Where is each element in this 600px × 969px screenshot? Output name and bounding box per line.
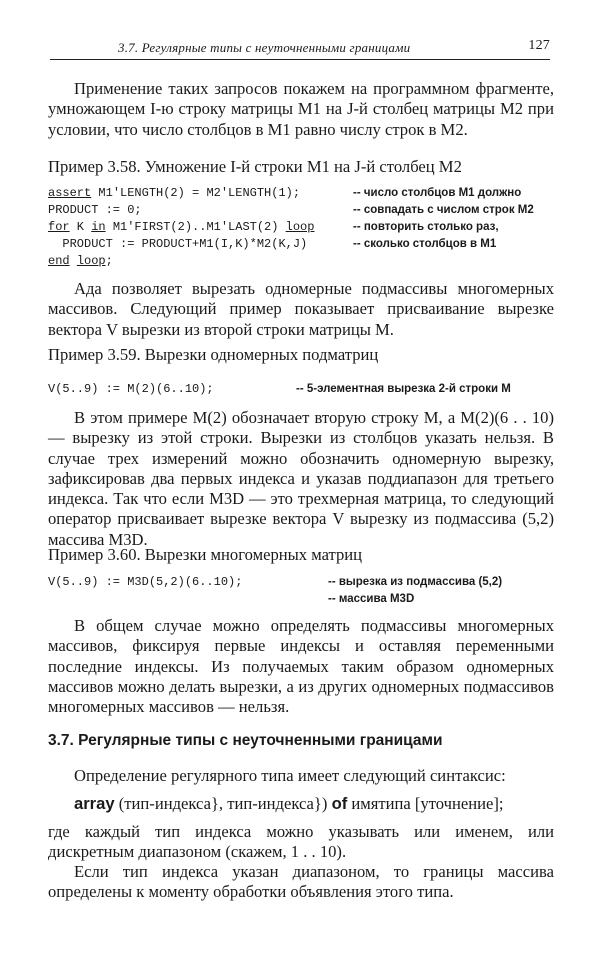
- paragraph-slices: Ада позволяет вырезать одномерные подмассивы многомерных массивов. Следующий пример показывает присваивание вырезке вектора V вырезки из второй строки матрицы M.: [48, 279, 554, 339]
- code-line: [48, 254, 554, 271]
- code-text: [70, 254, 77, 268]
- syntax-definition: [74, 794, 554, 814]
- code-line: [48, 237, 554, 254]
- code-text: ;: [105, 254, 113, 268]
- code-text: K: [69, 220, 92, 234]
- keyword: loop: [76, 254, 106, 268]
- example-3-59-title: Пример 3.59. Вырезки одномерных подматриц: [48, 345, 379, 364]
- paragraph-index-types: где каждый тип индекса можно указывать или именем, или дискретным диапазоном (скажем, 1 . . 10).: [48, 822, 554, 862]
- running-header: [118, 40, 550, 56]
- syntax-keyword: array: [74, 794, 115, 813]
- paragraph-intro: Применение таких запросов покажем на программном фрагменте, умножающем I-ю строку матрицы M1 на J-й столбец матрицы M2 при условии, что число столбцов в M1 равно числу строк в M2.: [48, 79, 554, 139]
- code-comment: -- сколько столбцов в M1: [353, 238, 497, 250]
- keyword: end: [48, 254, 70, 268]
- code-line: [48, 382, 554, 399]
- section-heading: 3.7. Регулярные типы с неуточненными границами: [48, 732, 443, 749]
- paragraph-general-case: В общем случае можно определять подмассивы многомерных массивов, фиксируя первые индексы и оставляя переменными последние индексы. Из получаемых таким образом одномерных массивов можно делать вырезки, а из других одномерных подмассивов многомерных массивов — нельзя.: [48, 616, 554, 717]
- code-text: M1'FIRST(2)..M1'LAST(2): [105, 220, 286, 234]
- syntax-text: (тип-индекса}, тип-индекса}): [114, 794, 332, 813]
- code-comment: -- число столбцов M1 должно: [353, 187, 522, 199]
- code-line: [48, 186, 554, 203]
- code-comment: -- 5-элементная вырезка 2-й строки M: [296, 383, 511, 395]
- code-text: PRODUCT := 0;: [48, 203, 142, 217]
- code-comment: -- вырезка из подмассива (5,2): [328, 576, 503, 588]
- code-text: V(5..9) := M(2)(6..10);: [48, 382, 214, 396]
- code-line: [48, 203, 554, 220]
- paragraph-slice-explanation: В этом примере M(2) обозначает вторую строку M, а M(2)(6 . . 10) — вырезку из этой строки. Вырезки из столбцов указать нельзя. В случае трех измерений можно обозначить одномерную вырезку, зафиксировав два первых индекса и указав поддиапазон для третьего индекса. Так что если M3D — это трехмерная матрица, то следующий оператор присваивает вырезке вектора V вырезку из подмассива (5,2) массива M3D.: [48, 408, 554, 549]
- example-3-60-title: Пример 3.60. Вырезки многомерных матриц: [48, 545, 363, 564]
- keyword: in: [91, 220, 106, 234]
- code-line: [48, 220, 554, 237]
- code-text: M1'LENGTH(2) = M2'LENGTH(1);: [91, 186, 301, 200]
- code-comment: -- совпадать с числом строк M2: [353, 204, 534, 216]
- keyword: loop: [285, 220, 315, 234]
- page-number: 127: [528, 38, 550, 53]
- paragraph-array-bounds: Если тип индекса указан диапазоном, то границы массива определены к моменту обработки объявления этого типа.: [48, 862, 554, 902]
- running-title: 3.7. Регулярные типы с неуточненными границами: [118, 40, 411, 55]
- keyword: for: [48, 220, 70, 234]
- code-comment: -- массива M3D: [328, 593, 415, 605]
- code-example-3-60: [48, 575, 554, 609]
- code-example-3-58: [48, 186, 554, 271]
- header-rule: [50, 59, 550, 60]
- code-text: PRODUCT := PRODUCT+M1(I,K)*M2(K,J): [48, 237, 308, 251]
- keyword: assert: [48, 186, 92, 200]
- example-3-58-title: Пример 3.58. Умножение I-й строки M1 на J-й столбец M2: [48, 157, 462, 176]
- code-line: [48, 592, 554, 609]
- code-line: [48, 575, 554, 592]
- syntax-text: имятипа [уточнение];: [347, 794, 504, 813]
- code-text: V(5..9) := M3D(5,2)(6..10);: [48, 575, 243, 589]
- paragraph-syntax-intro: Определение регулярного типа имеет следующий синтаксис:: [74, 766, 506, 785]
- code-example-3-59: [48, 382, 554, 399]
- code-comment: -- повторить столько раз,: [353, 221, 499, 233]
- syntax-keyword: of: [331, 794, 348, 813]
